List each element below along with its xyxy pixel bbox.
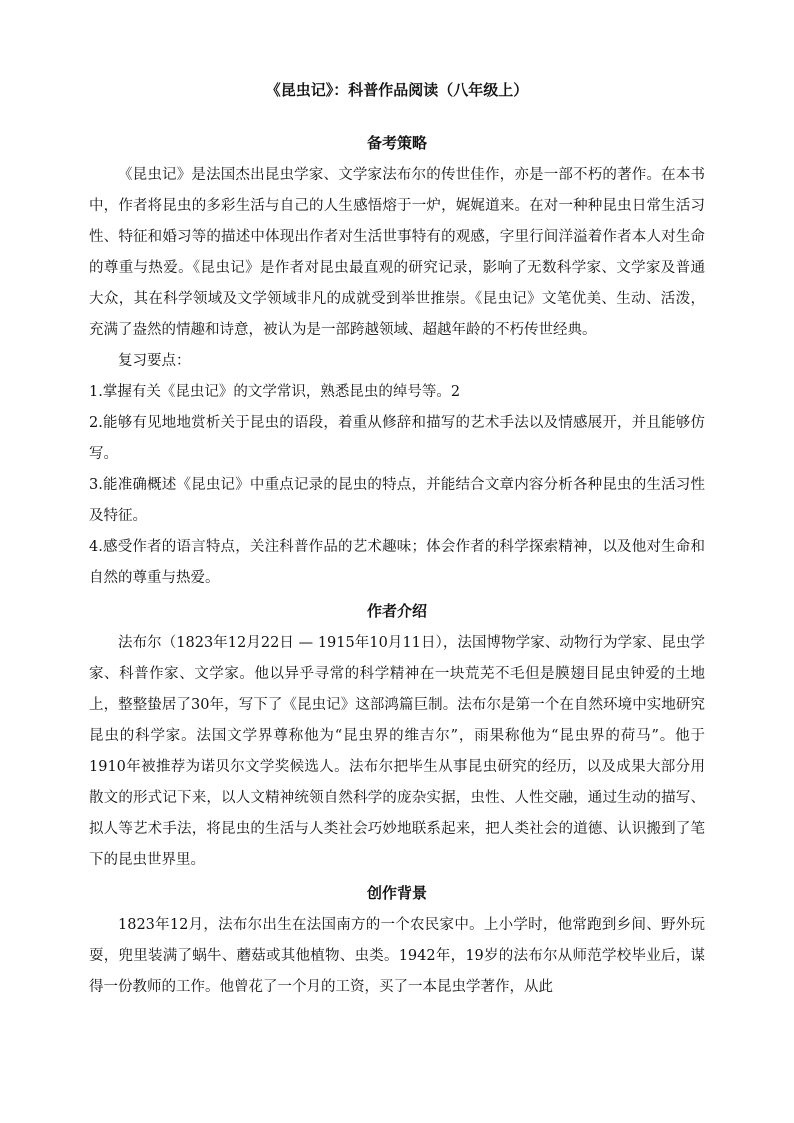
review-point-4: 4.感受作者的语言特点，关注科普作品的艺术趣味；体会作者的科学探索精神，以及他对生命和自然的尊重与热爱。 (89, 539, 705, 586)
section-background (89, 878, 705, 1003)
background-paragraph: 1823年12月，法布尔出生在法国南方的一个农民家中。上小学时，他常跑到乡间、野外玩耍，兜里装满了蜗牛、蘑菇或其他植物、虫类。1942年，19岁的法布尔从师范学校毕业后，谋得一份教师的工作。他曾花了一个月的工资，买了一本昆虫学著作，从此 (89, 917, 705, 995)
section-strategy (89, 128, 705, 594)
document-body (89, 75, 705, 1003)
section-heading-strategy: 备考策略 (366, 134, 427, 152)
section-heading-background: 创作背景 (366, 884, 427, 902)
review-points-label: 复习要点： (118, 353, 191, 369)
review-point-3: 3.能准确概述《昆虫记》中重点记录的昆虫的特点，并能结合文章内容分析各种昆虫的生活习性及特征。 (89, 477, 705, 524)
strategy-intro-paragraph: 《昆虫记》是法国杰出昆虫学家、文学家法布尔的传世佳作，亦是一部不朽的著作。在本书中，作者将昆虫的多彩生活与自己的人生感悟熔于一炉，娓娓道来。在对一种种昆虫日常生活习性、特征和婚习等的描述中体现出作者对生活世事特有的观感，字里行间洋溢着作者本人对生命的尊重与热爱。《昆虫记》是作者对昆虫最直观的研究记录，影响了无数科学家、文学家及普通大众，其在科学领域及文学领域非凡的成就受到举世推崇。《昆虫记》文笔优美、生动、活泼，充满了盎然的情趣和诗意，被认为是一部跨越领域、超越年龄的不朽传世经典。 (89, 167, 705, 338)
document-title: 《昆虫记》：科普作品阅读（八年级上） (265, 81, 529, 99)
review-point-2: 2.能够有见地地赏析关于昆虫的语段，着重从修辞和描写的艺术手法以及情感展开，并且能够仿写。 (89, 415, 705, 462)
author-paragraph: 法布尔（1823年12月22日 — 1915年10月11日），法国博物学家、动物行为学家、昆虫学家、科普作家、文学家。他以异乎寻常的科学精神在一块荒芜不毛但是膜翅目昆虫钟爱的土地上，整整蛰居了30年，写下了《昆虫记》这部鸿篇巨制。法布尔是第一个在自然环境中实地研究昆虫的科学家。法国文学界尊称他为“昆虫界的维吉尔”，雨果称他为“昆虫界的荷马”。他于1910年被推荐为诺贝尔文学奖候选人。法布尔把毕生从事昆虫研究的经历，以及成果大部分用散文的形式记下来，以人文精神统领自然科学的庞杂实据，虫性、人性交融，通过生动的描写、拟人等艺术手法，将昆虫的生活与人类社会巧妙地联系起来，把人类社会的道德、认识搬到了笔下的昆虫世界里。 (89, 635, 705, 868)
review-point-1: 1.掌握有关《昆虫记》的文学常识，熟悉昆虫的绰号等。2 (89, 384, 461, 400)
section-author (89, 596, 705, 876)
section-heading-author: 作者介绍 (366, 602, 427, 620)
